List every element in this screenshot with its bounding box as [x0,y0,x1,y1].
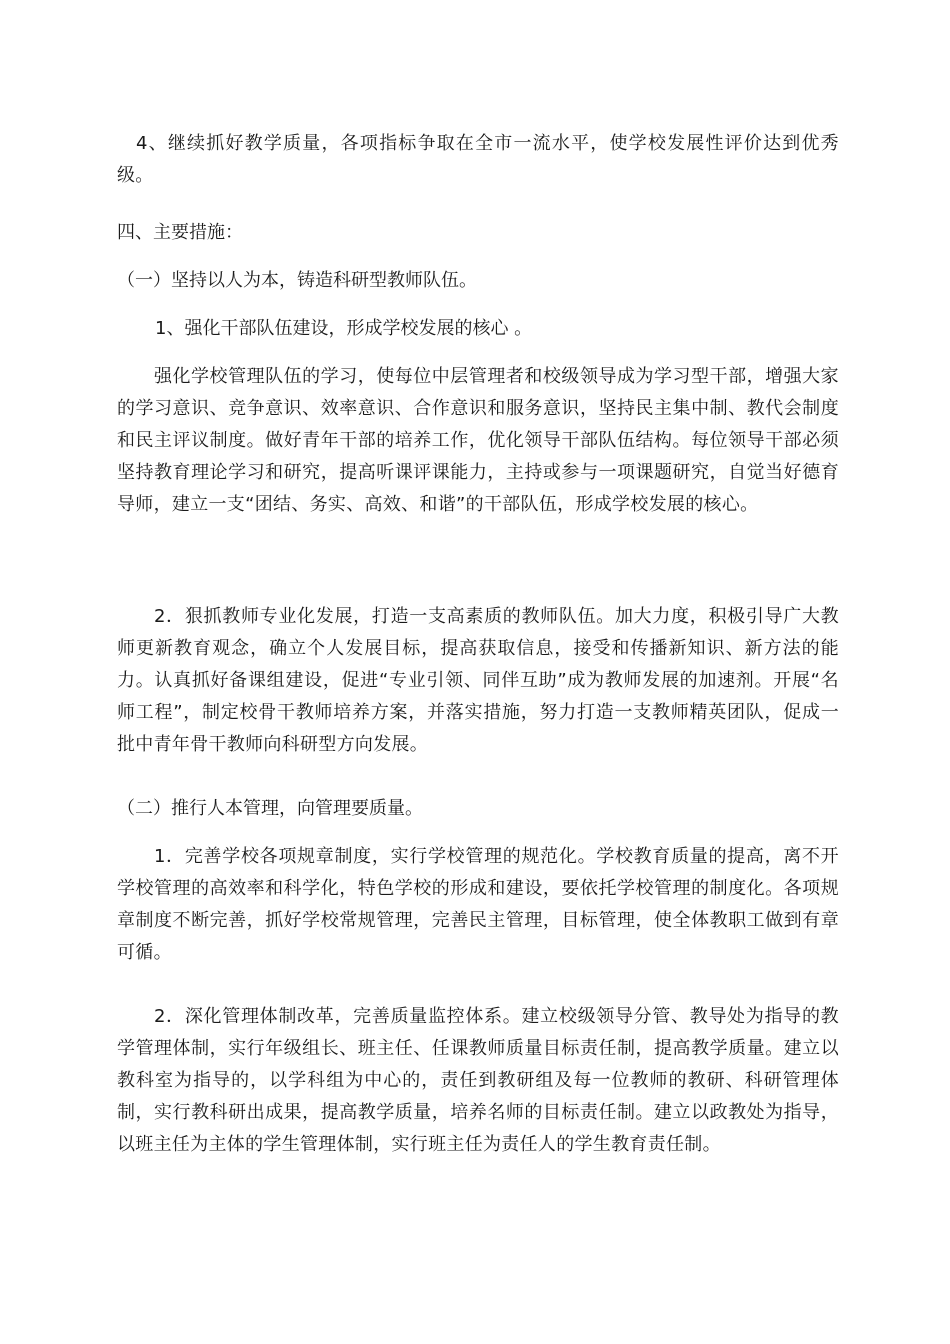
paragraph-rules-regulations: 1．完善学校各项规章制度，实行学校管理的规范化。学校教育质量的提高，离不开学校管理的高效率和科学化，特色学校的形成和建设，要依托学校管理的制度化。各项规章制度不断完善，抓好学校常规管理，完善民主管理，目标管理，使全体教职工做到有章可循。 [117,846,839,963]
paragraph-teacher-development: 2．狠抓教师专业化发展，打造一支高素质的教师队伍。加大力度，积极引导广大教师更新教育观念，确立个人发展目标，提高获取信息，接受和传播新知识、新方法的能力。认真抓好备课组建设，促进“专业引领、同伴互助”成为教师发展的加速剂。开展“名师工程”，制定校骨干教师培养方案，并落实措施，努力打造一支教师精英团队，促成一批中青年骨干教师向科研型方向发展。 [117,606,839,755]
subsection-heading-2: （二）推行人本管理，向管理要质量。 [117,798,423,819]
paragraph-management-reform: 2．深化管理体制改革，完善质量监控体系。建立校级领导分管、教导处为指导的教学管理体制，实行年级组长、班主任、任课教师质量目标责任制，提高教学质量。建立以教科室为指导的，以学科组为中心的，责任到教研组及每一位教师的教研、科研管理体制，实行教科研出成果，提高教学质量，培养名师的目标责任制。建立以政教处为指导，以班主任为主体的学生管理体制，实行班主任为责任人的学生教育责任制。 [117,1006,839,1155]
paragraph-goal-4: 4、继续抓好教学质量，各项指标争取在全市一流水平，使学校发展性评价达到优秀级。 [117,133,839,186]
subsection-heading-1: （一）坚持以人为本，铸造科研型教师队伍。 [117,270,477,291]
paragraph-leadership-team: 强化学校管理队伍的学习，使每位中层管理者和校级领导成为学习型干部，增强大家的学习意识、竞争意识、效率意识、合作意识和服务意识，坚持民主集中制、教代会制度和民主评议制度。做好青年干部的培养工作，优化领导干部队伍结构。每位领导干部必须坚持教育理论学习和研究，提高听课评课能力，主持或参与一项课题研究，自觉当好德育导师，建立一支“团结、务实、高效、和谐”的干部队伍，形成学校发展的核心。 [117,366,839,515]
item-heading-1-1: 1、强化干部队伍建设，形成学校发展的核心 。 [155,318,533,339]
section-heading-main-measures: 四、主要措施： [117,222,243,243]
